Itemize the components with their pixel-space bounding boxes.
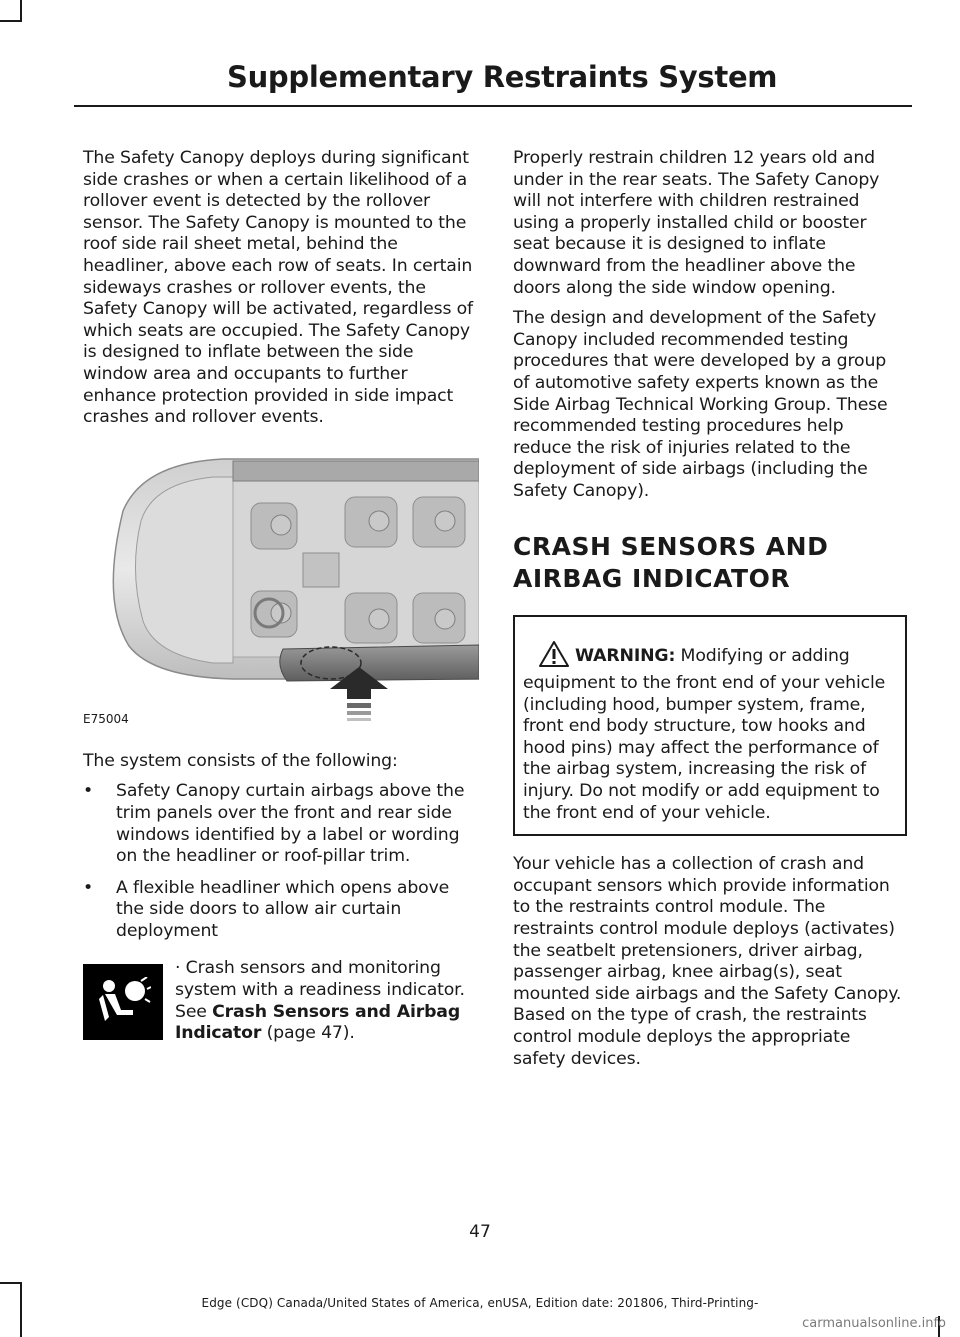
footer-edition: Edge (CDQ) Canada/United States of America, enUSA, Edition date: 201806, Third-Printing- <box>201 1296 759 1310</box>
safety-canopy-figure <box>83 441 479 731</box>
list-item-text: Safety Canopy curtain airbags above the trim panels over the front and rear side windows identified by a label or wording on the headliner or roof-pillar trim. <box>116 781 465 867</box>
airbag-indicator-icon <box>83 964 163 1040</box>
right-column <box>513 148 907 1079</box>
crash-sensors-link[interactable]: Crash Sensors and Airbag Indicator <box>175 1001 461 1044</box>
sensors-paragraph: Your vehicle has a collection of crash and occupant sensors which provide information to the restraints control module. The restraints control module deploys (activates) the seatbelt pretensioners, driver airbag, passenger airbag, knee airbag(s), seat mounted side airbags and the Safety Canopy. Based on the type of crash, the restraints control module deploys the appropriate safety devices. <box>513 854 902 1069</box>
component-list <box>83 781 479 942</box>
watermark: carmanualsonline.info <box>802 1316 946 1331</box>
page-number: 47 <box>469 1222 491 1242</box>
warning-triangle-icon <box>539 641 569 674</box>
figure-code: E75004 <box>83 711 129 726</box>
crop-mark <box>20 0 22 22</box>
crop-mark <box>0 20 22 22</box>
vehicle-cutaway-illustration <box>83 441 479 731</box>
system-intro: The system consists of the following: <box>83 750 398 771</box>
section-heading <box>513 531 907 595</box>
list-item <box>83 781 479 867</box>
indicator-text: · Crash sensors and monitoring system with a readiness indicator. See <box>175 958 465 1022</box>
bullet-marker: • <box>83 877 94 898</box>
warning-box <box>513 615 907 837</box>
warning-label: WARNING: <box>575 645 676 666</box>
indicator-item <box>83 958 479 1044</box>
section-heading-line: AIRBAG INDICATOR <box>513 563 791 593</box>
children-paragraph: Properly restrain children 12 years old and under in the rear seats. The Safety Canopy will not interfere with children restrained using a properly installed child or booster seat because it is designed to inflate downward from the headliner above the doors along the side window opening. <box>513 148 880 298</box>
left-column <box>83 148 479 1045</box>
list-item <box>83 878 479 943</box>
crop-mark <box>0 1282 22 1284</box>
header-divider <box>74 105 912 107</box>
section-heading-line: CRASH SENSORS AND <box>513 531 829 561</box>
page-reference: (page 47). <box>261 1023 355 1044</box>
intro-paragraph: The Safety Canopy deploys during significant side crashes or when a certain likelihood of a rollover event is detected by the rollover sensor. The Safety Canopy is mounted to the roof side rail sheet metal, behind the headliner, above each row of seats. In certain sideways crashes or rollover events, the Safety Canopy will be activated, regardless of which seats are occupied. The Safety Canopy is designed to inflate between the side window area and occupants to further enhance protection provided in side impact crashes and rollover events. <box>83 148 473 428</box>
design-paragraph: The design and development of the Safety Canopy included recommended testing procedures that were developed by a group of automotive safety experts known as the Side Airbag Technical Working Group. These recommended testing procedures help reduce the risk of injuries related to the deployment of side airbags (including the Safety Canopy). <box>513 308 888 501</box>
warning-text: Modifying or adding equipment to the front end of your vehicle (including hood, bumper system, frame, front end body structure, tow hooks and hood pins) may affect the performance of the airbag system, increasing the risk of injury. Do not modify or add equipment to the front end of your vehicle. <box>523 645 886 823</box>
list-item-text: A flexible headliner which opens above the side doors to allow air curtain deployment <box>116 877 450 941</box>
page-title: Supplementary Restraints System <box>227 60 778 94</box>
bullet-marker: • <box>83 781 94 802</box>
